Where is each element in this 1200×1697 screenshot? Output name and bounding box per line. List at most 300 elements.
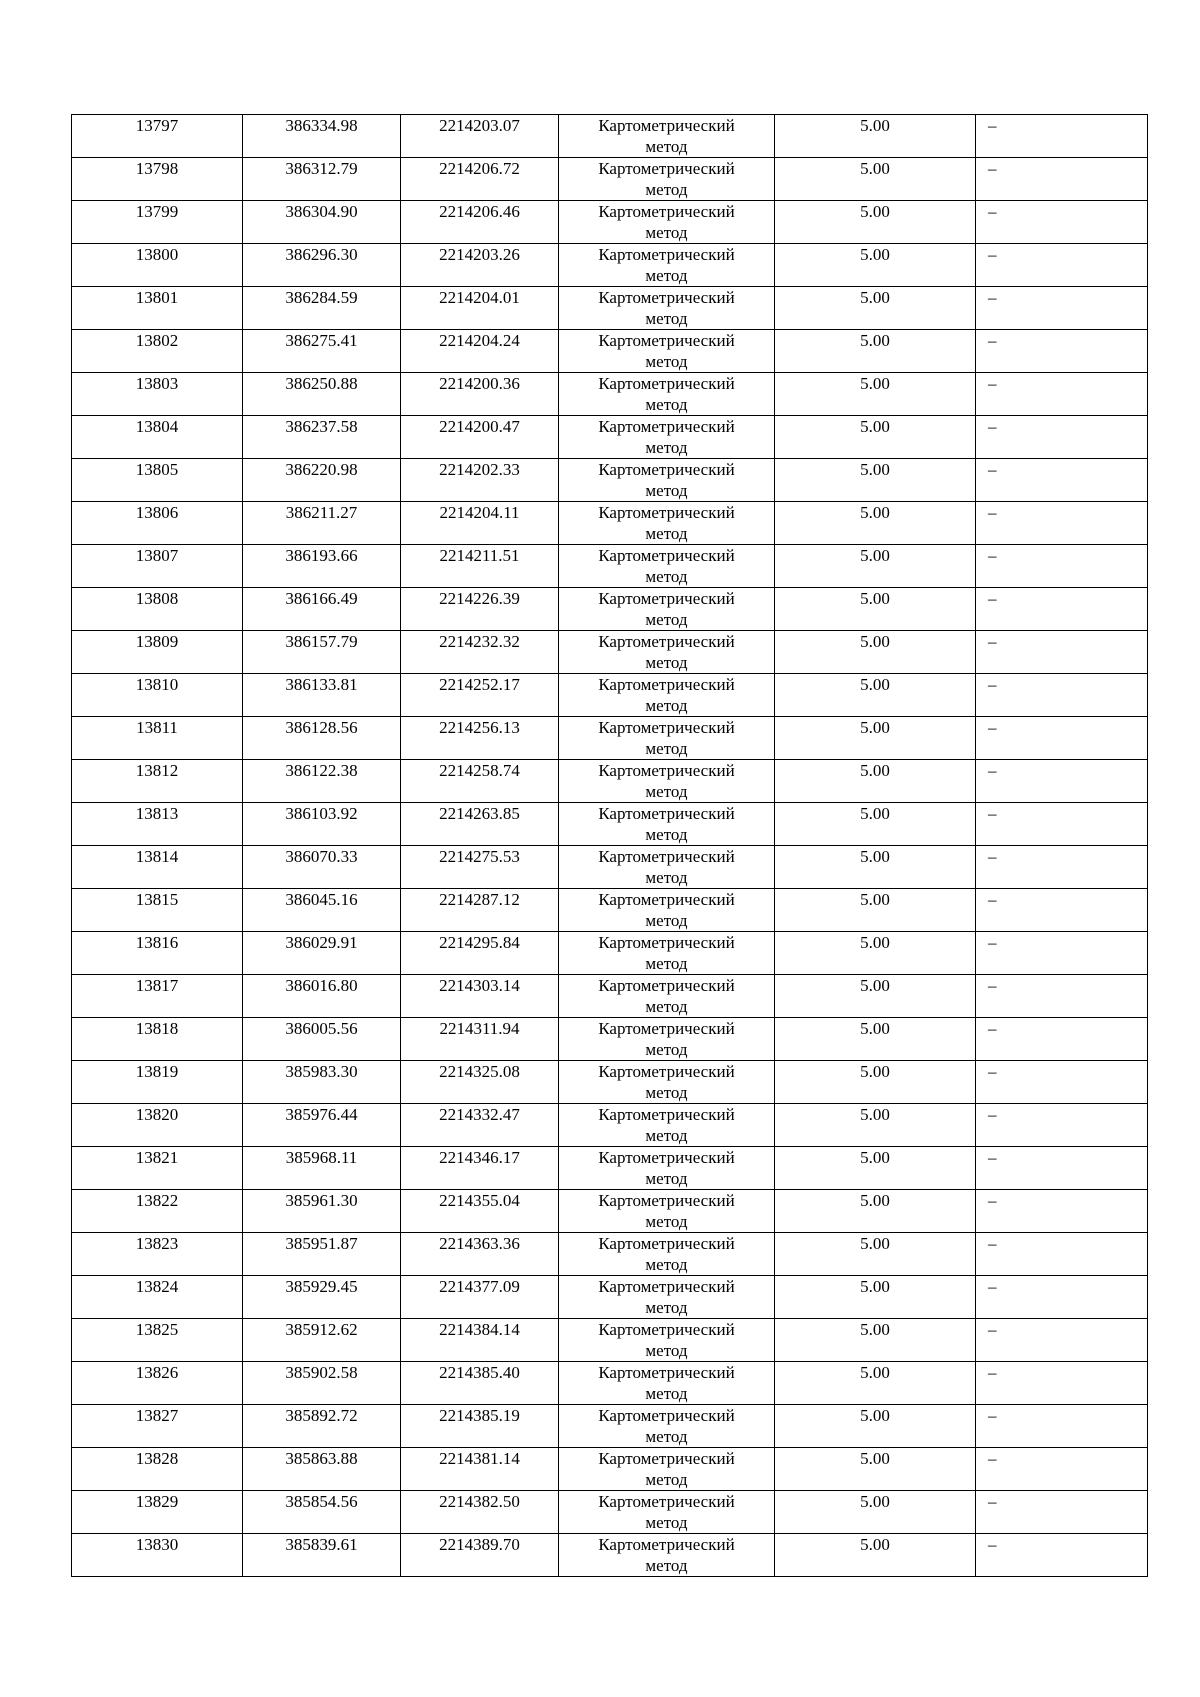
accuracy-cell: 5.00 (775, 1018, 976, 1061)
point-number-cell: 13821 (72, 1147, 243, 1190)
method-line-1: Картометрический (598, 116, 735, 135)
table-row (72, 1018, 1148, 1061)
x-coordinate-cell: 386128.56 (243, 717, 401, 760)
accuracy-cell: 5.00 (775, 416, 976, 459)
y-coordinate-cell: 2214385.19 (401, 1405, 559, 1448)
table-row (72, 889, 1148, 932)
note-cell: – (976, 1405, 1148, 1448)
method-line-1: Картометрический (598, 1234, 735, 1253)
y-coordinate-cell: 2214202.33 (401, 459, 559, 502)
y-coordinate-cell: 2214355.04 (401, 1190, 559, 1233)
note-cell: – (976, 674, 1148, 717)
method-cell (559, 1276, 775, 1319)
method-cell (559, 1190, 775, 1233)
point-number-cell: 13809 (72, 631, 243, 674)
note-cell: – (976, 545, 1148, 588)
note-cell: – (976, 1190, 1148, 1233)
table-row (72, 1319, 1148, 1362)
x-coordinate-cell: 386312.79 (243, 158, 401, 201)
x-coordinate-cell: 386220.98 (243, 459, 401, 502)
point-number-cell: 13804 (72, 416, 243, 459)
method-line-1: Картометрический (598, 632, 735, 651)
method-cell (559, 1448, 775, 1491)
method-line-2: метод (645, 1083, 688, 1102)
method-line-1: Картометрический (598, 331, 735, 350)
note-cell: – (976, 588, 1148, 631)
y-coordinate-cell: 2214295.84 (401, 932, 559, 975)
method-cell (559, 1233, 775, 1276)
point-number-cell: 13800 (72, 244, 243, 287)
method-cell (559, 889, 775, 932)
x-coordinate-cell: 385902.58 (243, 1362, 401, 1405)
method-line-1: Картометрический (598, 933, 735, 952)
point-number-cell: 13799 (72, 201, 243, 244)
method-line-2: метод (645, 782, 688, 801)
x-coordinate-cell: 386211.27 (243, 502, 401, 545)
point-number-cell: 13814 (72, 846, 243, 889)
method-cell (559, 1405, 775, 1448)
method-line-1: Картометрический (598, 1062, 735, 1081)
note-cell: – (976, 1362, 1148, 1405)
note-cell: – (976, 287, 1148, 330)
note-cell: – (976, 502, 1148, 545)
note-cell: – (976, 889, 1148, 932)
method-line-2: метод (645, 1427, 688, 1446)
method-cell (559, 1061, 775, 1104)
accuracy-cell: 5.00 (775, 1362, 976, 1405)
point-number-cell: 13820 (72, 1104, 243, 1147)
point-number-cell: 13826 (72, 1362, 243, 1405)
note-cell: – (976, 1319, 1148, 1362)
y-coordinate-cell: 2214206.46 (401, 201, 559, 244)
y-coordinate-cell: 2214346.17 (401, 1147, 559, 1190)
point-number-cell: 13819 (72, 1061, 243, 1104)
table-row (72, 545, 1148, 588)
table-row (72, 287, 1148, 330)
method-cell (559, 846, 775, 889)
note-cell: – (976, 1018, 1148, 1061)
table-row (72, 201, 1148, 244)
note-cell: – (976, 1061, 1148, 1104)
table-row (72, 717, 1148, 760)
x-coordinate-cell: 386250.88 (243, 373, 401, 416)
y-coordinate-cell: 2214232.32 (401, 631, 559, 674)
x-coordinate-cell: 385951.87 (243, 1233, 401, 1276)
method-line-2: метод (645, 868, 688, 887)
table-row (72, 1147, 1148, 1190)
accuracy-cell: 5.00 (775, 287, 976, 330)
note-cell: – (976, 1448, 1148, 1491)
method-line-1: Картометрический (598, 589, 735, 608)
y-coordinate-cell: 2214377.09 (401, 1276, 559, 1319)
x-coordinate-cell: 385854.56 (243, 1491, 401, 1534)
y-coordinate-cell: 2214211.51 (401, 545, 559, 588)
note-cell: – (976, 932, 1148, 975)
point-number-cell: 13815 (72, 889, 243, 932)
accuracy-cell: 5.00 (775, 1104, 976, 1147)
method-line-2: метод (645, 954, 688, 973)
accuracy-cell: 5.00 (775, 373, 976, 416)
accuracy-cell: 5.00 (775, 502, 976, 545)
method-line-1: Картометрический (598, 1320, 735, 1339)
method-line-2: метод (645, 1513, 688, 1532)
method-line-2: метод (645, 223, 688, 242)
y-coordinate-cell: 2214263.85 (401, 803, 559, 846)
x-coordinate-cell: 386070.33 (243, 846, 401, 889)
x-coordinate-cell: 385839.61 (243, 1534, 401, 1577)
point-number-cell: 13817 (72, 975, 243, 1018)
x-coordinate-cell: 386029.91 (243, 932, 401, 975)
accuracy-cell: 5.00 (775, 158, 976, 201)
y-coordinate-cell: 2214287.12 (401, 889, 559, 932)
table-row (72, 115, 1148, 158)
table-row (72, 1534, 1148, 1577)
method-line-1: Картометрический (598, 1277, 735, 1296)
method-line-2: метод (645, 481, 688, 500)
method-line-1: Картометрический (598, 159, 735, 178)
point-number-cell: 13818 (72, 1018, 243, 1061)
point-number-cell: 13803 (72, 373, 243, 416)
point-number-cell: 13827 (72, 1405, 243, 1448)
point-number-cell: 13807 (72, 545, 243, 588)
method-line-1: Картометрический (598, 675, 735, 694)
accuracy-cell: 5.00 (775, 1190, 976, 1233)
note-cell: – (976, 803, 1148, 846)
accuracy-cell: 5.00 (775, 1061, 976, 1104)
x-coordinate-cell: 386334.98 (243, 115, 401, 158)
point-number-cell: 13823 (72, 1233, 243, 1276)
point-number-cell: 13801 (72, 287, 243, 330)
method-line-2: метод (645, 266, 688, 285)
table-row (72, 502, 1148, 545)
method-line-1: Картометрический (598, 1148, 735, 1167)
point-number-cell: 13812 (72, 760, 243, 803)
x-coordinate-cell: 386296.30 (243, 244, 401, 287)
method-cell (559, 459, 775, 502)
accuracy-cell: 5.00 (775, 1534, 976, 1577)
point-number-cell: 13828 (72, 1448, 243, 1491)
accuracy-cell: 5.00 (775, 846, 976, 889)
table-row (72, 1061, 1148, 1104)
method-line-1: Картометрический (598, 1535, 735, 1554)
y-coordinate-cell: 2214332.47 (401, 1104, 559, 1147)
y-coordinate-cell: 2214384.14 (401, 1319, 559, 1362)
x-coordinate-cell: 386122.38 (243, 760, 401, 803)
method-cell (559, 803, 775, 846)
y-coordinate-cell: 2214275.53 (401, 846, 559, 889)
method-line-1: Картометрический (598, 1363, 735, 1382)
method-line-2: метод (645, 610, 688, 629)
accuracy-cell: 5.00 (775, 1405, 976, 1448)
x-coordinate-cell: 386133.81 (243, 674, 401, 717)
x-coordinate-cell: 385983.30 (243, 1061, 401, 1104)
point-number-cell: 13829 (72, 1491, 243, 1534)
x-coordinate-cell: 385863.88 (243, 1448, 401, 1491)
y-coordinate-cell: 2214382.50 (401, 1491, 559, 1534)
method-line-2: метод (645, 1384, 688, 1403)
point-number-cell: 13810 (72, 674, 243, 717)
method-cell (559, 760, 775, 803)
note-cell: – (976, 1276, 1148, 1319)
note-cell: – (976, 975, 1148, 1018)
table-row (72, 588, 1148, 631)
method-line-2: метод (645, 696, 688, 715)
method-line-2: метод (645, 1169, 688, 1188)
x-coordinate-cell: 386103.92 (243, 803, 401, 846)
note-cell: – (976, 846, 1148, 889)
x-coordinate-cell: 386304.90 (243, 201, 401, 244)
x-coordinate-cell: 386193.66 (243, 545, 401, 588)
accuracy-cell: 5.00 (775, 717, 976, 760)
point-number-cell: 13811 (72, 717, 243, 760)
note-cell: – (976, 244, 1148, 287)
accuracy-cell: 5.00 (775, 975, 976, 1018)
method-line-1: Картометрический (598, 890, 735, 909)
y-coordinate-cell: 2214303.14 (401, 975, 559, 1018)
table-row (72, 459, 1148, 502)
table-row (72, 1362, 1148, 1405)
table-row (72, 1448, 1148, 1491)
note-cell: – (976, 1147, 1148, 1190)
y-coordinate-cell: 2214226.39 (401, 588, 559, 631)
table-row (72, 1190, 1148, 1233)
method-line-1: Картометрический (598, 761, 735, 780)
method-line-2: метод (645, 1040, 688, 1059)
x-coordinate-cell: 385912.62 (243, 1319, 401, 1362)
note-cell: – (976, 1491, 1148, 1534)
point-number-cell: 13802 (72, 330, 243, 373)
table-row (72, 674, 1148, 717)
x-coordinate-cell: 386016.80 (243, 975, 401, 1018)
accuracy-cell: 5.00 (775, 932, 976, 975)
method-line-2: метод (645, 1470, 688, 1489)
method-line-1: Картометрический (598, 1191, 735, 1210)
table-row (72, 158, 1148, 201)
y-coordinate-cell: 2214256.13 (401, 717, 559, 760)
note-cell: – (976, 416, 1148, 459)
method-cell (559, 545, 775, 588)
point-number-cell: 13806 (72, 502, 243, 545)
accuracy-cell: 5.00 (775, 1233, 976, 1276)
method-cell (559, 975, 775, 1018)
method-line-1: Картометрический (598, 847, 735, 866)
y-coordinate-cell: 2214363.36 (401, 1233, 559, 1276)
method-cell (559, 416, 775, 459)
x-coordinate-cell: 386045.16 (243, 889, 401, 932)
method-cell (559, 588, 775, 631)
y-coordinate-cell: 2214206.72 (401, 158, 559, 201)
x-coordinate-cell: 385892.72 (243, 1405, 401, 1448)
table-row (72, 975, 1148, 1018)
method-cell (559, 932, 775, 975)
y-coordinate-cell: 2214203.26 (401, 244, 559, 287)
x-coordinate-cell: 386157.79 (243, 631, 401, 674)
method-cell (559, 1147, 775, 1190)
y-coordinate-cell: 2214204.24 (401, 330, 559, 373)
x-coordinate-cell: 385976.44 (243, 1104, 401, 1147)
point-number-cell: 13797 (72, 115, 243, 158)
method-cell (559, 717, 775, 760)
x-coordinate-cell: 386005.56 (243, 1018, 401, 1061)
note-cell: – (976, 1233, 1148, 1276)
table-row (72, 932, 1148, 975)
point-number-cell: 13798 (72, 158, 243, 201)
method-cell (559, 287, 775, 330)
method-line-1: Картометрический (598, 503, 735, 522)
method-line-2: метод (645, 1255, 688, 1274)
y-coordinate-cell: 2214204.11 (401, 502, 559, 545)
method-line-2: метод (645, 438, 688, 457)
table-row (72, 373, 1148, 416)
y-coordinate-cell: 2214258.74 (401, 760, 559, 803)
method-cell (559, 1104, 775, 1147)
y-coordinate-cell: 2214311.94 (401, 1018, 559, 1061)
method-cell (559, 244, 775, 287)
method-line-2: метод (645, 524, 688, 543)
method-cell (559, 1319, 775, 1362)
table-row (72, 244, 1148, 287)
method-cell (559, 1362, 775, 1405)
method-line-1: Картометрический (598, 976, 735, 995)
point-number-cell: 13824 (72, 1276, 243, 1319)
method-cell (559, 115, 775, 158)
method-line-1: Картометрический (598, 1019, 735, 1038)
method-cell (559, 1534, 775, 1577)
x-coordinate-cell: 385968.11 (243, 1147, 401, 1190)
method-line-1: Картометрический (598, 1105, 735, 1124)
accuracy-cell: 5.00 (775, 545, 976, 588)
method-cell (559, 1491, 775, 1534)
method-line-2: метод (645, 911, 688, 930)
y-coordinate-cell: 2214381.14 (401, 1448, 559, 1491)
method-line-2: метод (645, 309, 688, 328)
y-coordinate-cell: 2214252.17 (401, 674, 559, 717)
method-line-2: метод (645, 1212, 688, 1231)
method-cell (559, 201, 775, 244)
method-line-1: Картометрический (598, 460, 735, 479)
x-coordinate-cell: 386284.59 (243, 287, 401, 330)
y-coordinate-cell: 2214204.01 (401, 287, 559, 330)
table-row (72, 1104, 1148, 1147)
table-row (72, 416, 1148, 459)
note-cell: – (976, 1534, 1148, 1577)
method-cell (559, 330, 775, 373)
table-row (72, 1276, 1148, 1319)
method-line-1: Картометрический (598, 1406, 735, 1425)
accuracy-cell: 5.00 (775, 459, 976, 502)
method-line-2: метод (645, 180, 688, 199)
y-coordinate-cell: 2214385.40 (401, 1362, 559, 1405)
note-cell: – (976, 459, 1148, 502)
x-coordinate-cell: 386237.58 (243, 416, 401, 459)
accuracy-cell: 5.00 (775, 201, 976, 244)
method-line-1: Картометрический (598, 1449, 735, 1468)
method-line-2: метод (645, 137, 688, 156)
method-line-1: Картометрический (598, 804, 735, 823)
coordinates-table (71, 114, 1148, 1577)
method-line-2: метод (645, 567, 688, 586)
accuracy-cell: 5.00 (775, 244, 976, 287)
note-cell: – (976, 158, 1148, 201)
note-cell: – (976, 115, 1148, 158)
method-line-1: Картометрический (598, 417, 735, 436)
note-cell: – (976, 1104, 1148, 1147)
method-line-1: Картометрический (598, 202, 735, 221)
method-line-2: метод (645, 395, 688, 414)
accuracy-cell: 5.00 (775, 631, 976, 674)
table-row (72, 803, 1148, 846)
table-row (72, 1233, 1148, 1276)
accuracy-cell: 5.00 (775, 1491, 976, 1534)
note-cell: – (976, 631, 1148, 674)
y-coordinate-cell: 2214325.08 (401, 1061, 559, 1104)
method-cell (559, 502, 775, 545)
table-row (72, 1491, 1148, 1534)
point-number-cell: 13805 (72, 459, 243, 502)
method-line-2: метод (645, 739, 688, 758)
method-line-1: Картометрический (598, 546, 735, 565)
accuracy-cell: 5.00 (775, 889, 976, 932)
accuracy-cell: 5.00 (775, 1448, 976, 1491)
x-coordinate-cell: 385929.45 (243, 1276, 401, 1319)
accuracy-cell: 5.00 (775, 1147, 976, 1190)
method-line-1: Картометрический (598, 288, 735, 307)
note-cell: – (976, 760, 1148, 803)
y-coordinate-cell: 2214200.36 (401, 373, 559, 416)
method-line-2: метод (645, 1126, 688, 1145)
table-row (72, 760, 1148, 803)
method-cell (559, 631, 775, 674)
table-body (72, 115, 1148, 1577)
accuracy-cell: 5.00 (775, 803, 976, 846)
accuracy-cell: 5.00 (775, 588, 976, 631)
x-coordinate-cell: 386166.49 (243, 588, 401, 631)
table-row (72, 846, 1148, 889)
note-cell: – (976, 330, 1148, 373)
accuracy-cell: 5.00 (775, 1276, 976, 1319)
method-cell (559, 158, 775, 201)
x-coordinate-cell: 385961.30 (243, 1190, 401, 1233)
y-coordinate-cell: 2214200.47 (401, 416, 559, 459)
method-line-2: метод (645, 1556, 688, 1575)
accuracy-cell: 5.00 (775, 330, 976, 373)
accuracy-cell: 5.00 (775, 760, 976, 803)
point-number-cell: 13830 (72, 1534, 243, 1577)
method-cell (559, 373, 775, 416)
method-line-1: Картометрический (598, 245, 735, 264)
note-cell: – (976, 717, 1148, 760)
method-line-2: метод (645, 352, 688, 371)
y-coordinate-cell: 2214389.70 (401, 1534, 559, 1577)
method-line-2: метод (645, 1341, 688, 1360)
method-line-2: метод (645, 997, 688, 1016)
accuracy-cell: 5.00 (775, 674, 976, 717)
point-number-cell: 13825 (72, 1319, 243, 1362)
method-line-1: Картометрический (598, 374, 735, 393)
table-row (72, 330, 1148, 373)
point-number-cell: 13808 (72, 588, 243, 631)
method-cell (559, 1018, 775, 1061)
method-cell (559, 674, 775, 717)
point-number-cell: 13816 (72, 932, 243, 975)
table-row (72, 1405, 1148, 1448)
y-coordinate-cell: 2214203.07 (401, 115, 559, 158)
point-number-cell: 13822 (72, 1190, 243, 1233)
point-number-cell: 13813 (72, 803, 243, 846)
method-line-2: метод (645, 825, 688, 844)
method-line-1: Картометрический (598, 1492, 735, 1511)
method-line-2: метод (645, 653, 688, 672)
